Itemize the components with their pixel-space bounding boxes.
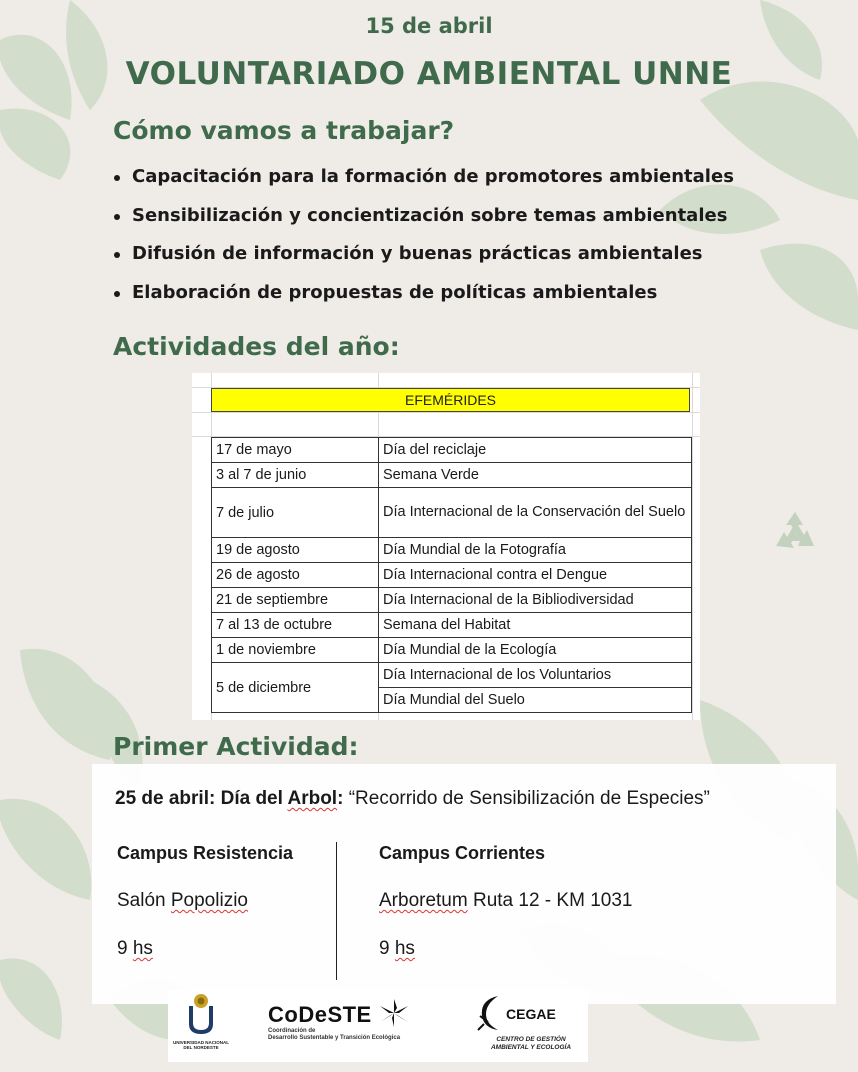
campus-resistencia-label: Campus Resistencia	[117, 843, 294, 863]
activity-name: Día del Arbol:	[220, 788, 344, 809]
campus-resistencia-place: Salón Popolizio	[117, 890, 248, 911]
work-heading: Cómo vamos a trabajar?	[113, 116, 455, 145]
efemerides-title: EFEMÉRIDES	[211, 388, 690, 412]
event-cell: Día del reciclaje	[379, 438, 692, 463]
leaf-shape	[0, 799, 91, 900]
leaf-shape	[760, 244, 858, 330]
date-cell: 17 de mayo	[212, 438, 379, 463]
codeste-logo	[268, 998, 428, 1058]
unne-emblem-icon	[179, 992, 223, 1036]
table-row	[212, 663, 692, 688]
date-cell: 1 de noviembre	[212, 638, 379, 663]
activity-quote: “Recorrido de Sensibilización de Especies”	[348, 788, 710, 809]
list-item: Elaboración de propuestas de políticas ambientales	[112, 282, 734, 321]
event-cell: Semana Verde	[379, 463, 692, 488]
sponsor-logos	[168, 990, 588, 1062]
codeste-sub2: Desarrollo Sustentable y Transición Ecológica	[268, 1035, 401, 1041]
date-cell: 7 de julio	[212, 488, 379, 538]
cegae-leaf-icon	[476, 994, 510, 1034]
date-cell: 21 de septiembre	[212, 588, 379, 613]
first-activity-card	[92, 764, 836, 1004]
table-row	[212, 438, 692, 463]
list-item: Difusión de información y buenas prácticas ambientales	[112, 243, 734, 282]
activities-heading: Actividades del año:	[113, 332, 400, 361]
campus-corrientes-place: Arboretum Ruta 12 - KM 1031	[379, 890, 633, 911]
page-title: VOLUNTARIADO AMBIENTAL UNNE	[125, 56, 733, 92]
cegae-subtitle: CENTRO DE GESTIÓN AMBIENTAL Y ECOLOGÍA	[490, 1036, 572, 1051]
date-cell: 3 al 7 de junio	[212, 463, 379, 488]
campus-divider	[336, 842, 337, 980]
codeste-name: CoDeSTE	[268, 1002, 372, 1027]
codeste-sub1: Coordinación de	[268, 1028, 316, 1034]
unne-logo	[172, 992, 230, 1060]
unne-text: UNIVERSIDAD NACIONAL DEL NORDESTE	[172, 1040, 229, 1050]
list-item: Capacitación para la formación de promotores ambientales	[112, 166, 734, 205]
cegae-name: CEGAE	[506, 1006, 556, 1022]
date-cell: 5 de diciembre	[212, 663, 379, 713]
codeste-leaf-icon	[377, 998, 411, 1028]
cegae-logo	[468, 990, 586, 1062]
event-cell: Día Mundial del Suelo	[379, 688, 692, 713]
event-cell: Día Mundial de la Fotografía	[379, 538, 692, 563]
table-row	[212, 463, 692, 488]
campus-resistencia-time: 9 hs	[117, 938, 153, 959]
table-row	[212, 488, 692, 538]
work-list	[112, 166, 734, 320]
list-item: Sensibilización y concientización sobre temas ambientales	[112, 205, 734, 244]
table-row	[212, 638, 692, 663]
event-date: 15 de abril	[365, 14, 493, 38]
campus-corrientes-time: 9 hs	[379, 938, 415, 959]
event-cell: Día Internacional de la Bibliodiversidad	[379, 588, 692, 613]
date-cell: 26 de agosto	[212, 563, 379, 588]
event-cell: Día Internacional de los Voluntarios	[379, 663, 692, 688]
first-activity-heading: Primer Actividad:	[113, 732, 359, 761]
event-cell: Día Mundial de la Ecología	[379, 638, 692, 663]
campus-corrientes-label: Campus Corrientes	[379, 843, 546, 863]
table-row	[212, 588, 692, 613]
table-row	[212, 563, 692, 588]
event-cell: Día Internacional contra el Dengue	[379, 563, 692, 588]
leaf-shape	[0, 958, 62, 1040]
event-cell: Semana del Habitat	[379, 613, 692, 638]
efemerides-spreadsheet	[192, 373, 700, 720]
event-cell: Día Internacional de la Conservación del Suelo	[379, 488, 692, 538]
table-row	[212, 538, 692, 563]
date-cell: 7 al 13 de octubre	[212, 613, 379, 638]
leaf-shape	[0, 108, 70, 180]
activity-date: 25 de abril:	[115, 788, 216, 809]
activity-title	[115, 788, 710, 810]
date-cell: 19 de agosto	[212, 538, 379, 563]
recycle-icon	[770, 508, 820, 558]
table-row	[212, 613, 692, 638]
efemerides-table	[211, 437, 692, 713]
